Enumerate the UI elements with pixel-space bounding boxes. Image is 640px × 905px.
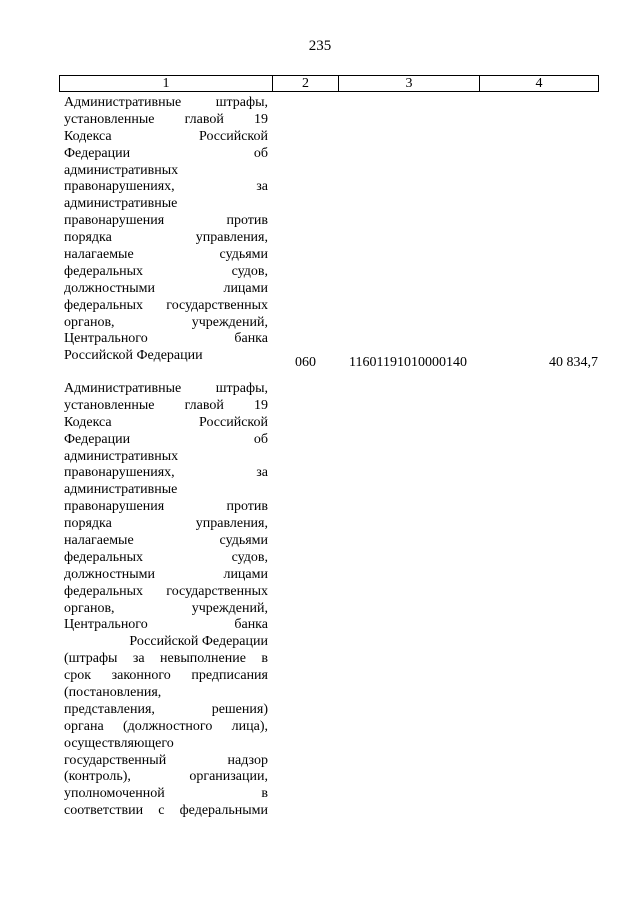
name-line: порядка управления, — [64, 516, 268, 532]
name-line: осуществляющего — [64, 735, 174, 751]
name-line: Центрального банка — [64, 331, 268, 347]
name-line: соответствии с федеральными — [64, 803, 268, 819]
name-line: Российской Федерации — [64, 348, 203, 364]
name-line: административные — [64, 482, 178, 498]
name-line: налагаемые судьями — [64, 533, 268, 549]
name-line: представления, решения) — [64, 701, 268, 717]
name-line: должностными лицами — [64, 566, 268, 582]
name-line: установленные главой 19 — [64, 397, 268, 413]
name-line: Центрального банка — [64, 617, 268, 633]
name-line: налагаемые судьями — [64, 247, 268, 263]
name-line: порядка управления, — [64, 230, 268, 246]
name-line: государственный надзор — [64, 752, 268, 768]
row-2-name-cell — [64, 381, 268, 820]
name-line: административных — [64, 162, 179, 178]
header-cell-4: 4 — [535, 75, 543, 91]
name-line: Кодекса Российской — [64, 414, 268, 430]
name-line: правонарушениях, за — [64, 465, 268, 481]
name-line: (контроль), организации, — [64, 769, 268, 785]
name-line: (штрафы за невыполнение в — [64, 651, 268, 667]
name-line: Кодекса Российской — [64, 128, 268, 144]
name-line: правонарушения против — [64, 499, 268, 515]
name-line: правонарушения против — [64, 213, 268, 229]
row-1-admin-code: 060 — [295, 355, 316, 370]
name-line: органов, учреждений, — [64, 600, 268, 616]
name-line: Административные штрафы, — [64, 95, 268, 110]
name-line: Федерации об — [64, 145, 268, 161]
header-cell-3: 3 — [339, 76, 480, 91]
name-line: (постановления, — [64, 685, 162, 701]
name-line: административные — [64, 196, 178, 212]
row-1-amount: 40 834,7 — [549, 355, 598, 370]
name-line: административных — [64, 448, 179, 464]
header-cell-2: 2 — [273, 76, 339, 91]
page-number: 235 — [308, 38, 332, 54]
name-line: Российской Федерации — [129, 634, 268, 650]
name-line: федеральных судов, — [64, 549, 268, 565]
name-line: федеральных государственных — [64, 297, 268, 313]
name-line: органов, учреждений, — [64, 314, 268, 330]
header-cell-1: 1 — [60, 76, 273, 91]
name-line: срок законного предписания — [64, 668, 268, 684]
name-line: правонарушениях, за — [64, 179, 268, 195]
name-line: Административные штрафы, — [64, 381, 268, 396]
table-header-row — [59, 75, 599, 92]
name-line: должностными лицами — [64, 280, 268, 296]
row-1-kbk-code: 11601191010000140 — [349, 355, 467, 370]
name-line: уполномоченной в — [64, 786, 268, 802]
row-1-name-cell — [64, 95, 268, 365]
name-line: органа (должностного лица), — [64, 718, 268, 734]
name-line: федеральных судов, — [64, 263, 268, 279]
name-line: установленные главой 19 — [64, 111, 268, 127]
name-line: Федерации об — [64, 431, 268, 447]
name-line: федеральных государственных — [64, 583, 268, 599]
